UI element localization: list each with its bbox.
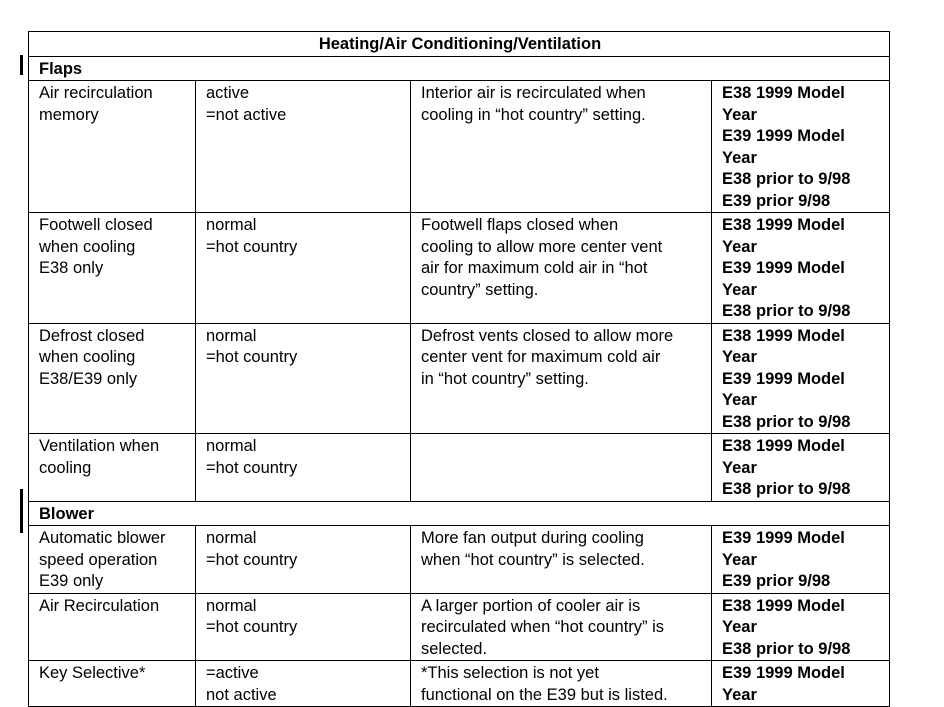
- applicability-cell: [712, 661, 890, 707]
- section-header-row: [29, 56, 890, 81]
- description-cell-line: Defrost vents closed to allow more: [421, 326, 674, 345]
- table-row: [29, 526, 890, 594]
- description-cell: [411, 213, 712, 324]
- applicability-cell-line: E38 1999 Model Year: [722, 437, 845, 477]
- feature-cell: [29, 593, 196, 661]
- feature-cell: [29, 661, 196, 707]
- setting-cell-line: =active: [206, 664, 259, 682]
- setting-cell: [196, 323, 411, 434]
- setting-cell: [196, 81, 411, 213]
- table-row: [29, 434, 890, 502]
- description-cell: [411, 81, 712, 213]
- table-row: [29, 661, 890, 707]
- feature-cell-line: Defrost closed: [39, 326, 145, 345]
- applicability-cell-line: E38 1999 Model Year: [722, 326, 845, 366]
- feature-cell: [29, 434, 196, 502]
- applicability-cell: [712, 81, 890, 213]
- feature-cell-line: Automatic blower: [39, 529, 166, 547]
- setting-cell-line: active: [206, 84, 250, 102]
- feature-cell-line: Air Recirculation: [39, 596, 160, 615]
- description-cell-line: center vent for maximum cold air: [421, 348, 661, 366]
- setting-cell-line: =hot country: [206, 348, 298, 366]
- applicability-cell-line: E39 prior 9/98: [722, 572, 831, 590]
- description-cell-line: More fan output during cooling: [421, 529, 644, 547]
- setting-cell: [196, 213, 411, 324]
- description-cell-line: Interior air is recirculated when: [421, 84, 646, 102]
- feature-cell-line: when cooling: [39, 348, 136, 366]
- applicability-cell-line: E39 1999 Model Year: [722, 259, 845, 299]
- description-cell: [411, 526, 712, 594]
- applicability-cell-line: E38 1999 Model Year: [722, 216, 845, 256]
- description-cell-line: cooling in “hot country” setting.: [421, 105, 646, 124]
- feature-cell-line: Footwell closed: [39, 216, 153, 234]
- description-cell: [411, 434, 712, 502]
- applicability-cell-line: E38 1999 Model Year: [722, 596, 845, 636]
- feature-cell-line: Key Selective*: [39, 664, 146, 682]
- applicability-cell: [712, 213, 890, 324]
- description-cell-line: country” setting.: [421, 280, 539, 299]
- description-cell-line: *This selection is not yet: [421, 664, 599, 682]
- setting-cell-line: not active: [206, 685, 277, 704]
- table-row: [29, 323, 890, 434]
- setting-cell-line: =hot country: [206, 237, 298, 256]
- description-cell-line: cooling to allow more center vent: [421, 237, 663, 256]
- applicability-cell-line: E38 prior to 9/98: [722, 480, 851, 498]
- feature-cell-line: cooling: [39, 458, 92, 477]
- setting-cell: [196, 661, 411, 707]
- description-cell: [411, 323, 712, 434]
- description-cell: [411, 661, 712, 707]
- feature-cell-line: memory: [39, 105, 99, 124]
- applicability-cell-line: E38 prior to 9/98: [722, 639, 851, 658]
- row-marker-bar: [20, 489, 23, 533]
- applicability-cell-line: E39 1999 Model Year: [722, 369, 845, 409]
- description-cell-line: A larger portion of cooler air is: [421, 596, 641, 615]
- setting-cell: [196, 434, 411, 502]
- description-cell-line: when “hot country” is selected.: [421, 550, 645, 569]
- setting-cell-line: normal: [206, 437, 257, 455]
- section-title: Flaps: [29, 56, 890, 81]
- feature-cell-line: speed operation: [39, 550, 158, 569]
- feature-cell-line: E38 only: [39, 259, 104, 277]
- feature-cell: [29, 213, 196, 324]
- setting-cell-line: =hot country: [206, 458, 298, 477]
- feature-cell: [29, 526, 196, 594]
- feature-cell-line: Ventilation when: [39, 437, 160, 455]
- applicability-cell: [712, 434, 890, 502]
- applicability-cell-line: E39 1999 Model Year: [722, 529, 845, 569]
- section-title: Blower: [29, 501, 890, 526]
- description-cell-line: air for maximum cold air in “hot: [421, 259, 648, 277]
- feature-cell: [29, 81, 196, 213]
- feature-cell-line: Air recirculation: [39, 84, 153, 102]
- description-cell-line: functional on the E39 but is listed.: [421, 685, 668, 704]
- setting-cell-line: normal: [206, 216, 257, 234]
- feature-cell-line: E38/E39 only: [39, 369, 138, 388]
- description-cell-line: Footwell flaps closed when: [421, 216, 619, 234]
- applicability-cell: [712, 593, 890, 661]
- setting-cell-line: =hot country: [206, 618, 298, 636]
- setting-cell-line: normal: [206, 596, 257, 615]
- setting-cell-line: =not active: [206, 105, 287, 124]
- applicability-cell: [712, 323, 890, 434]
- feature-cell-line: when cooling: [39, 237, 136, 256]
- feature-cell: [29, 323, 196, 434]
- table-row: [29, 593, 890, 661]
- setting-cell: [196, 526, 411, 594]
- description-cell-line: recirculated when “hot country” is: [421, 618, 665, 636]
- feature-cell-line: E39 only: [39, 572, 104, 590]
- hvac-settings-table: [28, 31, 890, 707]
- description-cell-line: selected.: [421, 639, 488, 658]
- section-header-row: [29, 501, 890, 526]
- table-row: [29, 81, 890, 213]
- applicability-cell-line: E38 prior to 9/98: [722, 170, 851, 188]
- applicability-cell-line: E39 1999 Model Year: [722, 127, 845, 167]
- setting-cell-line: normal: [206, 326, 257, 345]
- applicability-cell-line: E38 prior to 9/98: [722, 302, 851, 320]
- applicability-cell-line: E39 1999 Model Year: [722, 664, 845, 704]
- setting-cell-line: normal: [206, 529, 257, 547]
- setting-cell-line: =hot country: [206, 550, 298, 569]
- description-cell: [411, 593, 712, 661]
- applicability-cell-line: E39 prior 9/98: [722, 191, 831, 210]
- table-row: [29, 213, 890, 324]
- applicability-cell-line: E38 prior to 9/98: [722, 412, 851, 431]
- section-marker-bar: [20, 55, 23, 75]
- table-title: Heating/Air Conditioning/Ventilation: [29, 32, 890, 57]
- table-title-row: [29, 32, 890, 57]
- setting-cell: [196, 593, 411, 661]
- description-cell-line: in “hot country” setting.: [421, 369, 589, 388]
- applicability-cell: [712, 526, 890, 594]
- applicability-cell-line: E38 1999 Model Year: [722, 84, 845, 124]
